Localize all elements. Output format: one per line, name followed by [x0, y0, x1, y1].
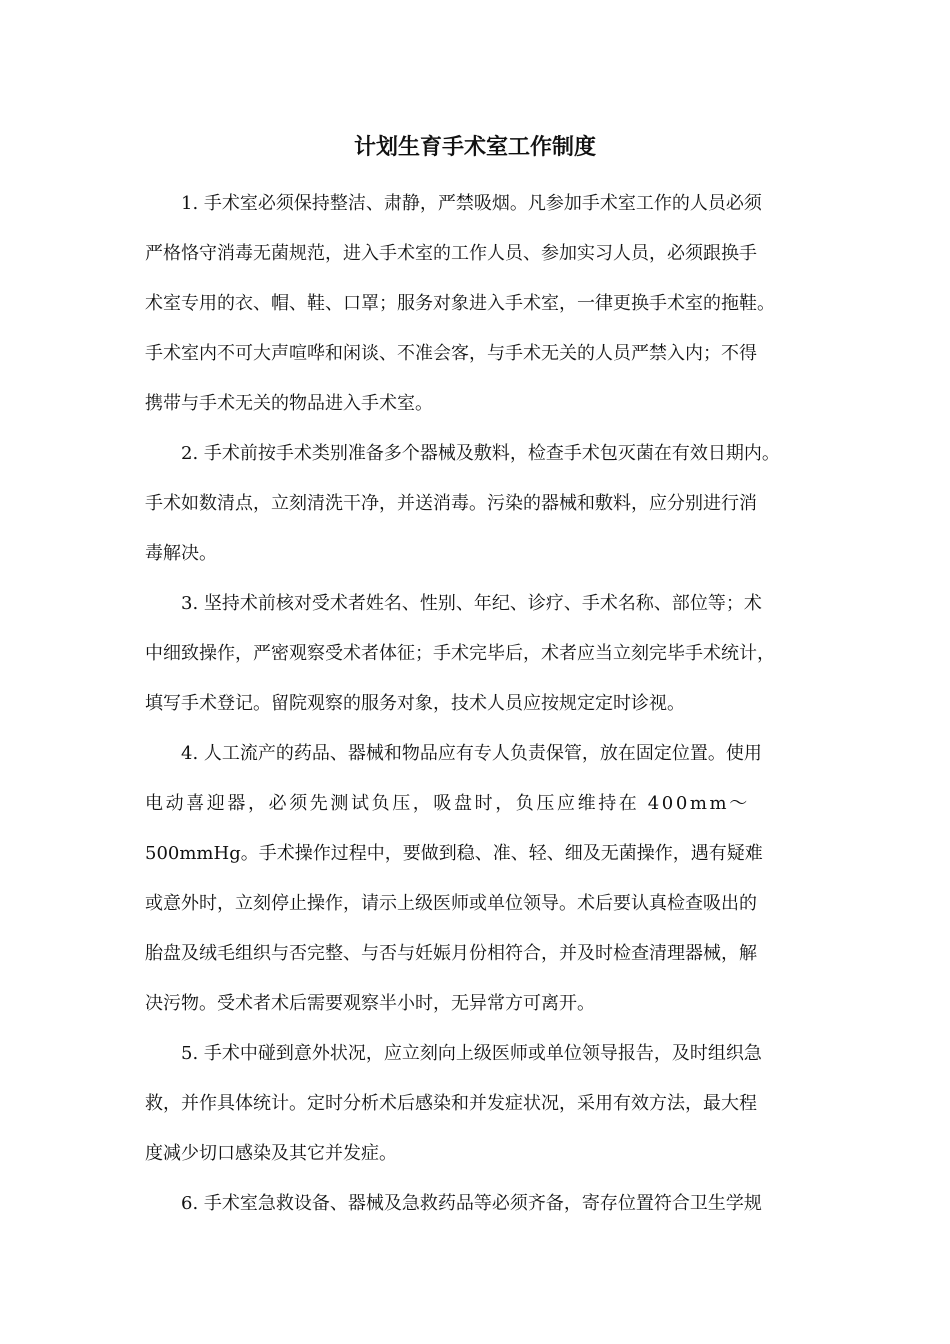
rule-paragraph-4	[145, 729, 811, 1029]
paragraph-line: 救，并作具体统计。定时分析术后感染和并发症状况，采用有效方法，最大程	[145, 1093, 757, 1114]
paragraph-line: 胎盘及绒毛组织与否完整、与否与妊娠月份相符合，并及时检查清理器械，解	[145, 943, 757, 964]
paragraph-line: 3. 坚持术前核对受术者姓名、性别、年纪、诊疗、手术名称、部位等；术	[181, 593, 762, 614]
paragraph-line: 携带与手术无关的物品进入手术室。	[145, 393, 433, 414]
paragraph-line: 6. 手术室急救设备、器械及急救药品等必须齐备，寄存位置符合卫生学规	[181, 1193, 762, 1214]
paragraph-line: 电动喜迎器，必须先测试负压，吸盘时，负压应维持在 400mm～	[145, 793, 750, 814]
rule-paragraph-6	[145, 1179, 811, 1229]
paragraph-line: 手术如数清点，立刻清洗干净，并送消毒。污染的器械和敷料，应分别进行消	[145, 493, 757, 514]
paragraph-line: 术室专用的衣、帽、鞋、口罩；服务对象进入手术室，一律更换手术室的拖鞋。	[145, 293, 775, 314]
paragraph-line: 或意外时，立刻停止操作，请示上级医师或单位领导。术后要认真检查吸出的	[145, 893, 757, 914]
paragraph-line: 严格恪守消毒无菌规范，进入手术室的工作人员、参加实习人员，必须跟换手	[145, 243, 757, 264]
rule-paragraph-1	[145, 179, 811, 429]
paragraph-line: 手术室内不可大声喧哗和闲谈、不准会客，与手术无关的人员严禁入内；不得	[145, 343, 757, 364]
paragraph-line: 2. 手术前按手术类别准备多个器械及敷料，检查手术包灭菌在有效日期内。	[181, 443, 780, 464]
paragraph-line: 1. 手术室必须保持整洁、肃静，严禁吸烟。凡参加手术室工作的人员必须	[181, 193, 762, 214]
paragraph-line: 4. 人工流产的药品、器械和物品应有专人负责保管，放在固定位置。使用	[181, 743, 762, 764]
rule-paragraph-3	[145, 579, 811, 729]
document-title: 计划生育手术室工作制度	[353, 134, 596, 160]
paragraph-line: 毒解决。	[145, 543, 217, 564]
paragraph-line: 中细致操作，严密观察受术者体征；手术完毕后，术者应当立刻完毕手术统计，	[145, 643, 775, 664]
paragraph-line: 填写手术登记。留院观察的服务对象，技术人员应按规定定时诊视。	[145, 693, 685, 714]
rule-paragraph-5	[145, 1029, 811, 1179]
paragraph-line: 度减少切口感染及其它并发症。	[145, 1143, 397, 1164]
document-body	[145, 179, 811, 1229]
rule-paragraph-2	[145, 429, 811, 579]
paragraph-line: 5. 手术中碰到意外状况，应立刻向上级医师或单位领导报告，及时组织急	[181, 1043, 762, 1064]
paragraph-line: 500mmHg。手术操作过程中，要做到稳、准、轻、细及无菌操作，遇有疑难	[145, 843, 763, 864]
paragraph-line: 决污物。受术者术后需要观察半小时，无异常方可离开。	[145, 993, 595, 1014]
